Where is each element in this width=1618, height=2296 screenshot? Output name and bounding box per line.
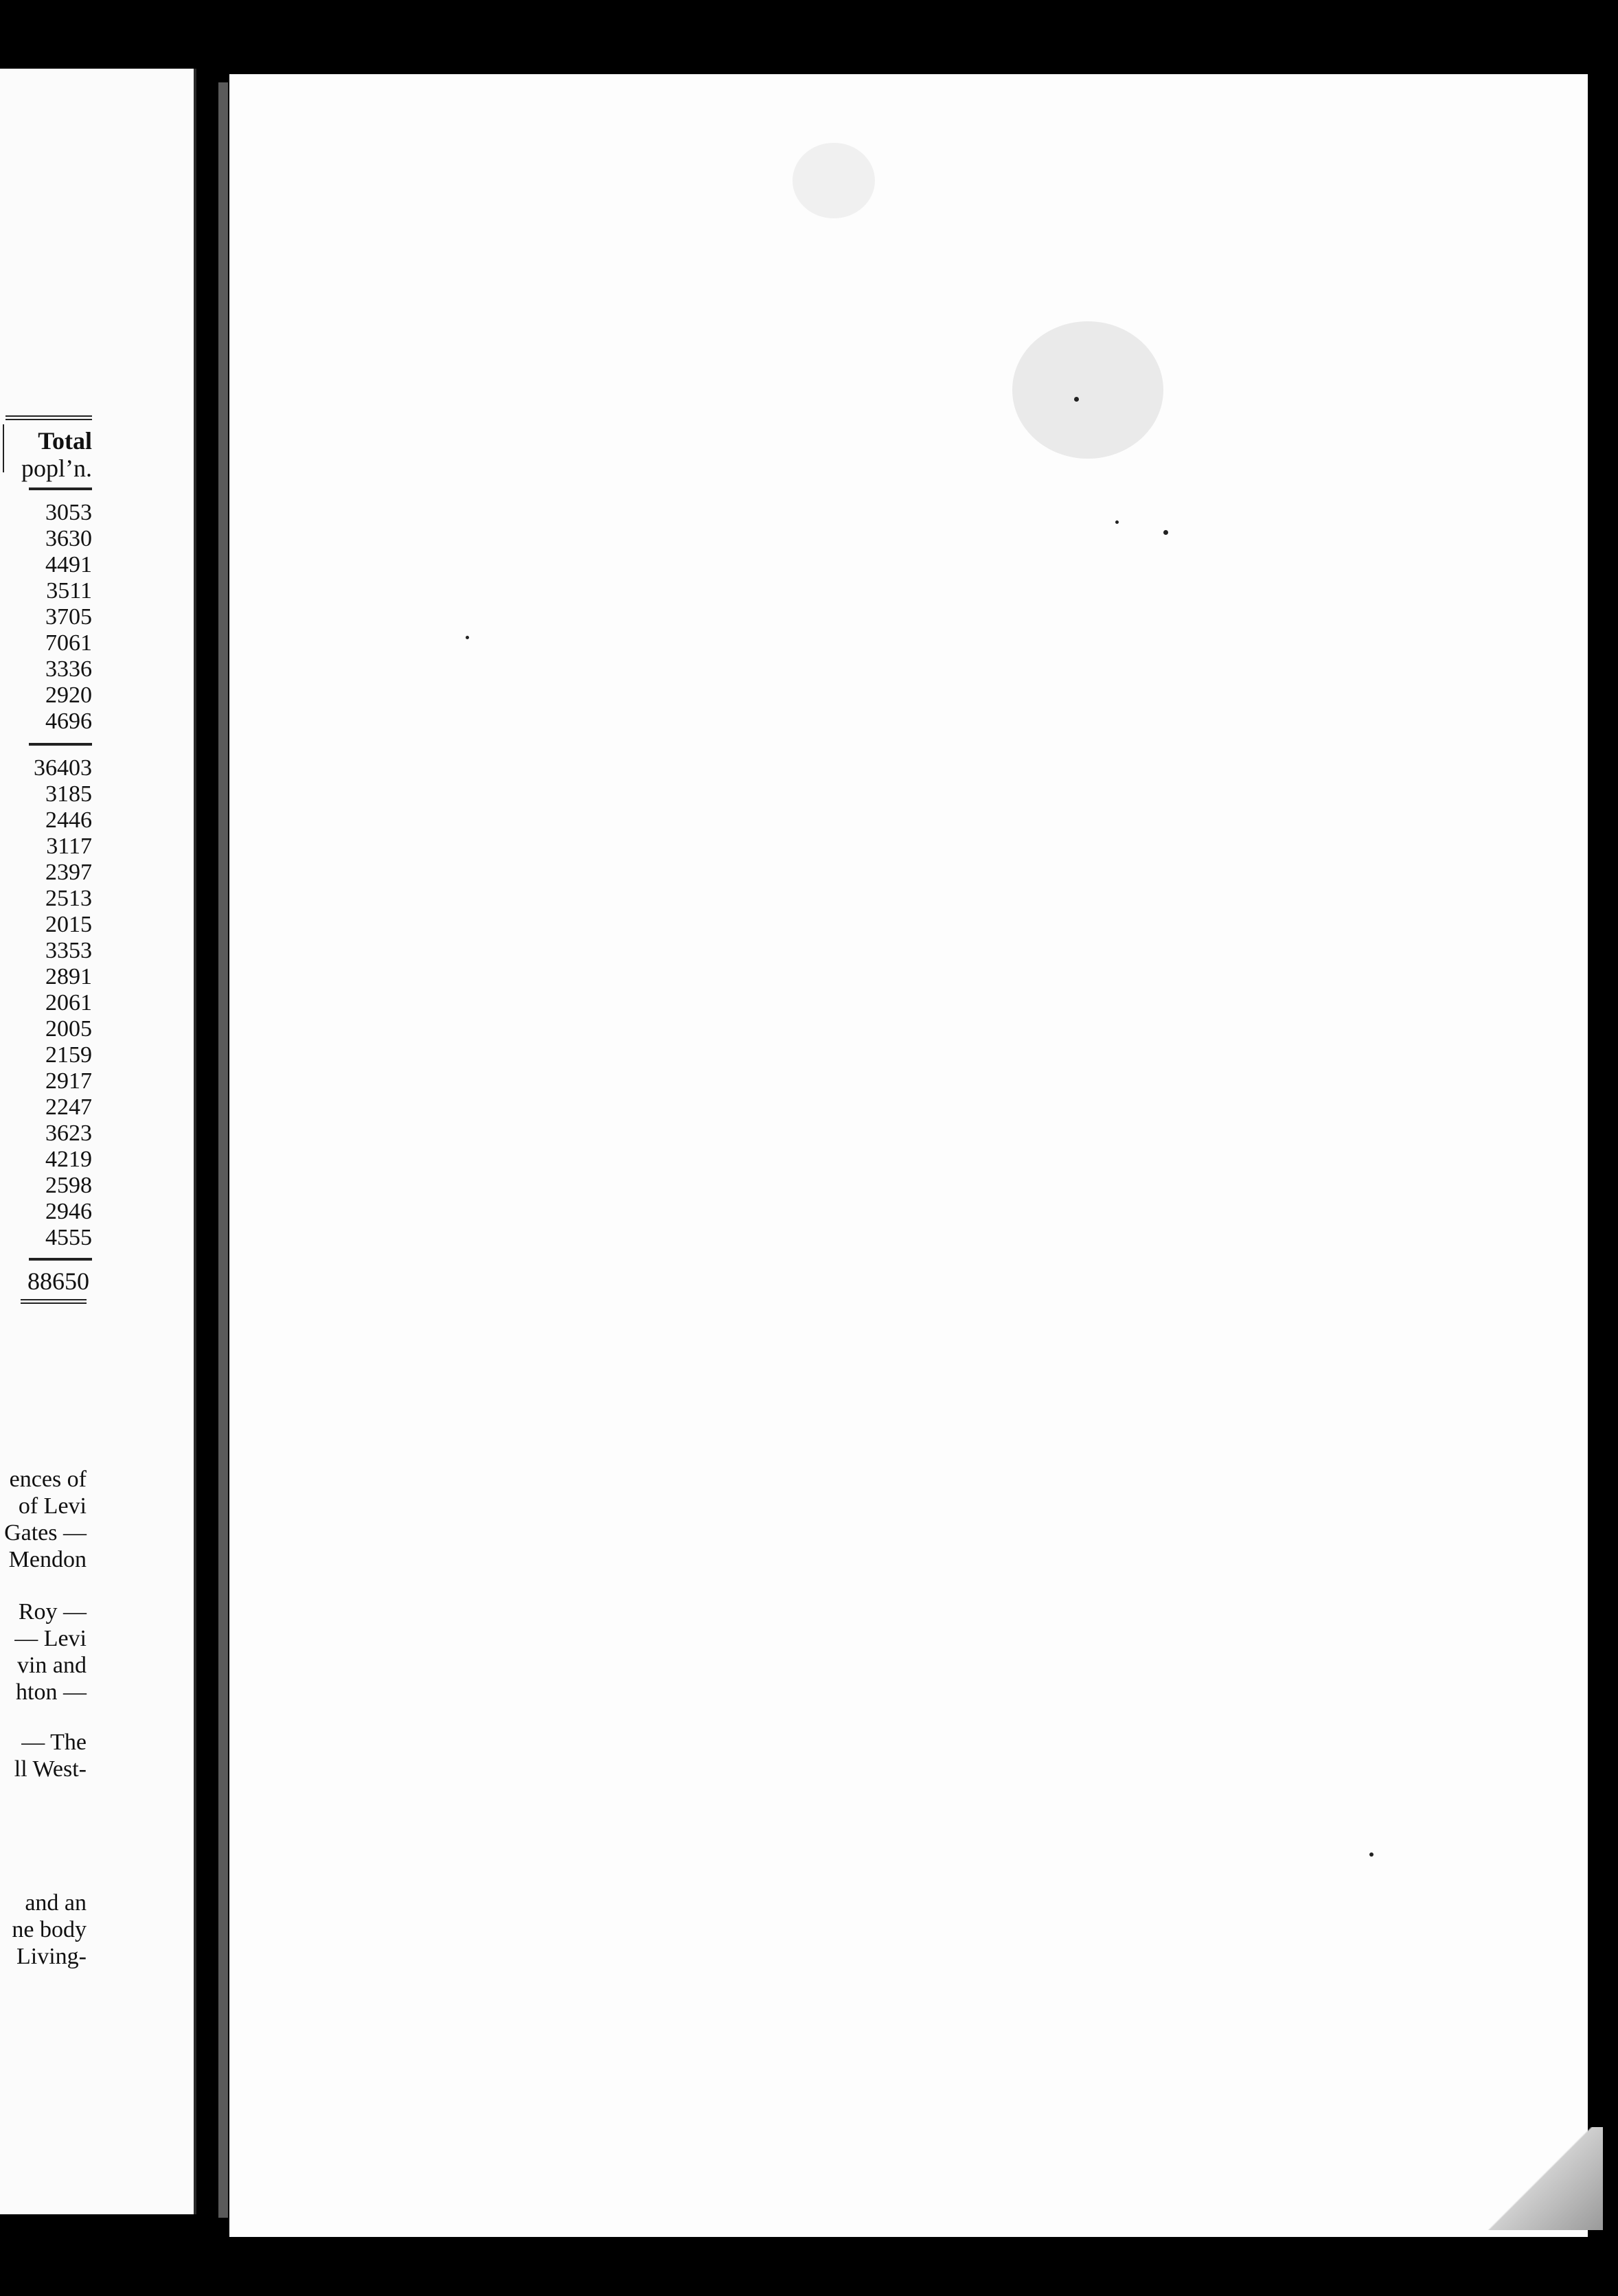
table-cell: 2397 — [45, 860, 92, 885]
table-cell: 2513 — [45, 886, 92, 911]
population-table — [0, 415, 194, 1304]
table-bottom-rule — [21, 1299, 87, 1304]
table-cell: 7061 — [45, 630, 92, 656]
total-population-header — [0, 420, 92, 487]
ink-smudge — [1012, 321, 1163, 459]
text-fragment-2 — [0, 1598, 87, 1706]
table-cell: 4555 — [45, 1225, 92, 1250]
table-cell: 3630 — [45, 526, 92, 551]
header-line-2: popl’n. — [21, 455, 92, 482]
text-line: and an — [25, 1890, 87, 1916]
speck — [1115, 520, 1119, 524]
table-cell: 3623 — [45, 1121, 92, 1146]
table-cell: 2598 — [45, 1173, 92, 1198]
table-cell: 2891 — [45, 964, 92, 989]
text-line: ne body — [12, 1917, 87, 1942]
left-page — [0, 69, 196, 2214]
ink-smudge — [793, 143, 875, 218]
table-cell: 4491 — [45, 552, 92, 577]
text-line: ll West- — [14, 1756, 87, 1782]
table-cell: 3185 — [45, 781, 92, 807]
table-top-rule — [5, 415, 92, 420]
table-cell: 2061 — [45, 990, 92, 1015]
table-cell: 2015 — [45, 912, 92, 937]
text-fragment-4 — [0, 1890, 87, 1970]
table-cell: 2446 — [45, 807, 92, 833]
text-line: Living- — [16, 1944, 87, 1969]
group-2-values — [0, 755, 92, 1251]
header-rule — [29, 487, 92, 490]
table-cell: 36403 — [34, 755, 92, 781]
table-cell: 4696 — [45, 709, 92, 734]
right-blank-page — [229, 74, 1588, 2237]
table-cell: 2247 — [45, 1094, 92, 1120]
speck — [1163, 530, 1168, 535]
subtotal-rule — [29, 743, 92, 746]
speck — [1074, 397, 1079, 402]
text-line: Mendon — [8, 1547, 87, 1572]
text-line: Roy — — [18, 1599, 87, 1625]
speck — [1369, 1852, 1374, 1857]
text-fragment-1 — [0, 1466, 87, 1573]
grand-total: 88650 — [27, 1267, 89, 1295]
table-cell: 2917 — [45, 1068, 92, 1094]
table-cell: 3336 — [45, 656, 92, 682]
table-cell: 3053 — [45, 500, 92, 525]
table-cell: 3353 — [45, 938, 92, 963]
table-cell: 3511 — [46, 578, 92, 604]
column-divider — [3, 424, 4, 472]
table-cell: 4219 — [45, 1147, 92, 1172]
text-line: ences of — [9, 1467, 87, 1492]
text-line: hton — — [16, 1679, 87, 1705]
text-line: vin and — [16, 1653, 87, 1678]
text-line: — Levi — [14, 1626, 87, 1651]
book-gutter — [218, 82, 228, 2218]
text-line: — The — [21, 1730, 87, 1755]
table-cell: 2920 — [45, 682, 92, 708]
table-cell: 2946 — [45, 1199, 92, 1224]
table-cell: 3117 — [46, 834, 92, 859]
text-fragment-3 — [0, 1729, 87, 1782]
group-1-values — [0, 500, 92, 735]
grand-total-rule — [29, 1258, 92, 1261]
table-cell: 2005 — [45, 1016, 92, 1042]
page-corner-fold — [1479, 2127, 1603, 2230]
table-cell: 3705 — [45, 604, 92, 630]
speck — [466, 636, 469, 639]
header-line-1: Total — [38, 427, 92, 455]
text-line: of Levi — [18, 1493, 87, 1519]
text-line: Gates — — [4, 1520, 87, 1546]
table-cell: 2159 — [45, 1042, 92, 1068]
